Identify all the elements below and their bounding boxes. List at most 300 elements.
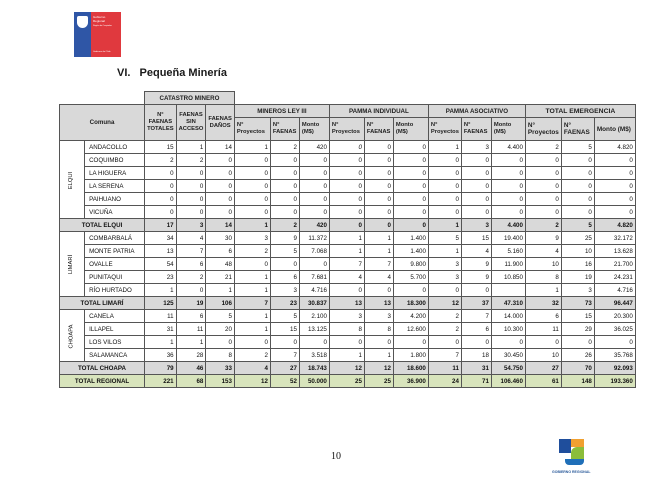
comuna-name: PUNITAQUI [85,271,145,284]
cell-value: 0 [393,206,428,219]
cell-value: 0 [329,180,364,193]
cell-value: 0 [525,206,561,219]
cell-value: 18.600 [393,362,428,375]
cell-value: 14.000 [491,310,525,323]
cell-value: 6 [176,258,206,271]
cell-value: 0 [393,154,428,167]
cell-value: 2 [525,219,561,232]
col-header-faenas-danos: FAENAS DAÑOS [206,105,235,141]
cell-value: 4 [461,245,491,258]
cell-value: 0 [393,336,428,349]
cell-value: 0 [525,180,561,193]
cell-value: 16 [561,258,594,271]
cell-value: 34 [145,232,177,245]
cell-value: 3 [461,141,491,154]
cell-value: 1 [329,232,364,245]
cell-value: 0 [206,167,235,180]
cell-value: 4 [525,245,561,258]
cell-value: 8 [525,271,561,284]
cell-value: 1 [428,219,461,232]
mining-table [59,91,636,388]
cell-value: 148 [561,375,594,388]
cell-value: 21.700 [594,258,635,271]
cell-value: 0 [206,193,235,206]
cell-value: 1 [329,349,364,362]
cell-value: 0 [270,167,299,180]
cell-value: 12 [428,297,461,310]
cell-value: 0 [428,206,461,219]
cell-value: 12 [234,375,270,388]
cell-value: 32 [525,297,561,310]
province-total-row [60,297,636,310]
col-header-faenas-sin-acceso: FAENAS SIN ACCESO [176,105,206,141]
cell-value: 0 [561,193,594,206]
cell-value: 54.750 [491,362,525,375]
cell-value: 1 [234,310,270,323]
cell-value: 6 [176,310,206,323]
cell-value: 26 [561,349,594,362]
section-title [117,67,227,79]
total-label: TOTAL ELQUI [60,219,145,232]
cell-value: 0 [176,167,206,180]
cell-value: 24 [428,375,461,388]
col-header-faenas-totales: N° FAENAS TOTALES [145,105,177,141]
cell-value: 0 [145,206,177,219]
comuna-name: VICUÑA [85,206,145,219]
group-header-pamma-individual: PAMMA INDIVIDUAL [329,105,428,118]
cell-value: 0 [234,336,270,349]
province-label [60,310,85,362]
group-header-pamma-asociativo: PAMMA ASOCIATIVO [428,105,525,118]
cell-value: 1 [364,232,393,245]
cell-value: 1 [234,271,270,284]
cell-value: 0 [428,180,461,193]
cell-value: 5 [428,232,461,245]
cell-value: 0 [234,193,270,206]
col-header-total-emerg-n-faenas: N° FAENAS [561,118,594,141]
page-number: 10 [331,451,341,462]
cell-value: 1 [176,141,206,154]
cell-value: 0 [234,206,270,219]
cell-value: 5 [270,310,299,323]
cell-value: 32.172 [594,232,635,245]
table-row [60,141,636,154]
cell-value: 2 [525,141,561,154]
logo-caption: GOBIERNO REGIONAL [552,470,591,474]
col-header-comuna: Comuna [60,105,145,141]
star-sky-icon [559,439,571,453]
province-name: CHOAPA [68,323,75,349]
cell-value: 13 [329,297,364,310]
group-header-total-emergencia: TOTAL EMERGENCIA [525,105,635,118]
table-row [60,284,636,297]
cell-value: 37 [461,297,491,310]
section-title-text: Pequeña Minería [139,67,227,79]
comuna-name: COMBARBALÁ [85,232,145,245]
cell-value: 0 [299,336,329,349]
cell-value: 71 [461,375,491,388]
cell-value: 3 [234,232,270,245]
cell-value: 0 [364,219,393,232]
cell-value [491,284,525,297]
cell-value: 10.850 [491,271,525,284]
cell-value: 0 [461,193,491,206]
cell-value: 0 [393,167,428,180]
cell-value: 1 [145,336,177,349]
cell-value: 5 [206,310,235,323]
cell-value: 0 [176,284,206,297]
cell-value: 15 [561,310,594,323]
cell-value: 193.360 [594,375,635,388]
cell-value: 0 [299,193,329,206]
cell-value: 6 [461,323,491,336]
comuna-name: OVALLE [85,258,145,271]
cell-value: 0 [364,167,393,180]
province-label [60,232,85,297]
cell-value: 0 [364,154,393,167]
cell-value: 27 [270,362,299,375]
comuna-name: MONTE PATRIA [85,245,145,258]
cell-value: 7 [428,349,461,362]
coat-of-arms-icon [77,16,88,28]
cell-value: 12.600 [393,323,428,336]
cell-value: 4.820 [594,219,635,232]
logo-line-1: Gobierno [93,15,106,19]
cell-value: 0 [393,193,428,206]
cell-value: 18.300 [393,297,428,310]
cell-value: 2 [428,310,461,323]
cell-value: 0 [299,167,329,180]
cell-value: 3 [364,310,393,323]
cell-value: 25 [364,375,393,388]
cell-value: 0 [561,167,594,180]
cell-value: 106.460 [491,375,525,388]
cell-value: 0 [364,180,393,193]
cell-value: 14 [206,219,235,232]
section-number: VI. [117,67,131,79]
cell-value: 68 [176,375,206,388]
cell-value: 125 [145,297,177,310]
cell-value: 11 [176,323,206,336]
cell-value: 23 [145,271,177,284]
cell-value: 7.681 [299,271,329,284]
table-row [60,193,636,206]
cell-value: 2 [270,141,299,154]
cell-value: 2 [145,154,177,167]
comuna-name: LOS VILOS [85,336,145,349]
cell-value: 0 [176,206,206,219]
cell-value: 47.310 [491,297,525,310]
cell-value: 7 [461,310,491,323]
table-row [60,323,636,336]
cell-value: 4.716 [299,284,329,297]
cell-value: 36 [145,349,177,362]
col-header-mineros-monto: Monto (M$) [299,118,329,141]
cell-value: 1 [428,141,461,154]
cell-value: 1 [234,219,270,232]
province-total-row [60,362,636,375]
cell-value: 29 [561,323,594,336]
cell-value: 2 [234,349,270,362]
cell-value: 2 [270,219,299,232]
cell-value: 0 [393,180,428,193]
cell-value: 0 [329,193,364,206]
cell-value: 36.025 [594,323,635,336]
cell-value: 23 [270,297,299,310]
cell-value: 0 [329,206,364,219]
group-header-catastro: CATASTRO MINERO [145,92,235,105]
table-row [60,232,636,245]
cell-value: 9 [461,271,491,284]
cell-value: 0 [525,336,561,349]
cell-value: 13 [364,297,393,310]
cell-value: 13.628 [594,245,635,258]
cell-value: 0 [491,336,525,349]
cell-value: 50.000 [299,375,329,388]
cell-value: 10 [525,258,561,271]
comuna-name: ANDACOLLO [85,141,145,154]
cell-value: 9 [461,258,491,271]
hills-icon [571,447,584,459]
cell-value: 0 [234,180,270,193]
cell-value: 2.100 [299,310,329,323]
cell-value: 3 [428,271,461,284]
table-row [60,271,636,284]
cell-value: 14 [206,141,235,154]
cell-value: 4.716 [594,284,635,297]
cell-value: 0 [270,258,299,271]
cell-value: 33 [206,362,235,375]
cell-value: 0 [461,167,491,180]
cell-value: 15 [270,323,299,336]
cell-value: 17 [145,219,177,232]
cell-value: 0 [461,206,491,219]
cell-value: 0 [461,180,491,193]
cell-value: 61 [525,375,561,388]
cell-value: 19 [176,297,206,310]
col-header-pamma-ind-monto: Monto (M$) [393,118,428,141]
cell-value: 8 [329,323,364,336]
cell-value: 0 [461,154,491,167]
cell-value: 106 [206,297,235,310]
cell-value: 0 [428,167,461,180]
gobierno-regional-logo [74,12,121,57]
col-header-pamma-asoc-n-faenas: N° FAENAS [461,118,491,141]
col-header-pamma-ind-n-faenas: N° FAENAS [364,118,393,141]
cell-value: 0 [364,336,393,349]
cell-value: 0 [491,167,525,180]
cell-value: 36.900 [393,375,428,388]
cell-value: 27 [525,362,561,375]
cell-value: 0 [206,336,235,349]
cell-value: 6 [206,245,235,258]
table-row [60,349,636,362]
cell-value: 4.820 [594,141,635,154]
cell-value: 0 [234,167,270,180]
cell-value: 0 [329,336,364,349]
cell-value: 11.900 [491,258,525,271]
cell-value: 9 [270,232,299,245]
province-name: LIMARÍ [68,254,75,275]
cell-value: 30 [206,232,235,245]
comuna-name: LA HIGUERA [85,167,145,180]
cell-value: 12 [364,362,393,375]
cell-value: 13 [145,245,177,258]
cell-value: 0 [234,154,270,167]
cell-value: 1.800 [393,349,428,362]
cell-value: 4.200 [393,310,428,323]
cell-value: 11 [525,323,561,336]
cell-value: 0 [270,206,299,219]
cell-value: 1 [206,284,235,297]
cell-value: 52 [270,375,299,388]
cell-value: 420 [299,141,329,154]
cell-value: 4 [234,362,270,375]
table-row [60,258,636,271]
cell-value: 3 [461,219,491,232]
cell-value: 0 [270,336,299,349]
cell-value: 79 [145,362,177,375]
regional-total-label: TOTAL REGIONAL [60,375,145,388]
table-row [60,180,636,193]
cell-value: 0 [428,154,461,167]
table-row [60,154,636,167]
cell-value: 0 [525,193,561,206]
cell-value: 0 [393,141,428,154]
cell-value: 0 [206,180,235,193]
province-label [60,141,85,219]
cell-value: 0 [561,154,594,167]
total-label: TOTAL CHOAPA [60,362,145,375]
cell-value: 9 [525,232,561,245]
cell-value: 0 [561,180,594,193]
cell-value: 18 [461,349,491,362]
cell-value: 5 [561,141,594,154]
cell-value: 8 [364,323,393,336]
cell-value: 0 [206,206,235,219]
cell-value: 12 [329,362,364,375]
cell-value: 1 [364,349,393,362]
cell-value: 10 [561,245,594,258]
cell-value: 1.400 [393,232,428,245]
cell-value: 24.231 [594,271,635,284]
cell-value: 0 [145,193,177,206]
comuna-name: SALAMANCA [85,349,145,362]
cell-value: 9.800 [393,258,428,271]
gobierno-regional-coquimbo-logo [559,439,584,467]
comuna-name: ILLAPEL [85,323,145,336]
col-header-pamma-asoc-monto: Monto (M$) [491,118,525,141]
cell-value: 3 [428,258,461,271]
cell-value: 1 [525,284,561,297]
cell-value: 0 [594,206,635,219]
cell-value: 0 [594,193,635,206]
cell-value: 0 [329,154,364,167]
table-row [60,206,636,219]
cell-value: 0 [428,193,461,206]
cell-value: 25 [561,232,594,245]
cell-value: 7 [364,258,393,271]
cell-value: 0 [428,336,461,349]
cell-value: 4 [329,271,364,284]
cell-value: 1.400 [393,245,428,258]
cell-value: 54 [145,258,177,271]
col-header-total-emerg-n-proyectos: N° Proyectos [525,118,561,141]
comuna-name: CANELA [85,310,145,323]
cell-value: 19.400 [491,232,525,245]
comuna-name: COQUIMBO [85,154,145,167]
cell-value: 4.400 [491,219,525,232]
cell-value: 15 [145,141,177,154]
logo-line-3: Región de Coquimbo [93,25,112,27]
cell-value: 20.300 [594,310,635,323]
cell-value: 221 [145,375,177,388]
col-header-mineros-n-faenas: N° FAENAS [270,118,299,141]
sea-icon [565,459,584,465]
cell-value: 0 [145,167,177,180]
col-header-pamma-ind-n-proyectos: N° Proyectos [329,118,364,141]
province-total-row [60,219,636,232]
cell-value: 0 [364,284,393,297]
cell-value: 0 [145,180,177,193]
cell-value: 8 [206,349,235,362]
cell-value: 30.837 [299,297,329,310]
cell-value: 21 [206,271,235,284]
cell-value: 4 [176,232,206,245]
cell-value: 1 [329,245,364,258]
cell-value: 420 [299,219,329,232]
cell-value: 0 [491,180,525,193]
cell-value: 5.700 [393,271,428,284]
cell-value: 30.450 [491,349,525,362]
cell-value: 0 [491,154,525,167]
cell-value: 0 [299,154,329,167]
cell-value: 48 [206,258,235,271]
cell-value: 0 [364,193,393,206]
province-name: ELQUI [68,171,75,189]
cell-value: 0 [594,180,635,193]
cell-value: 6 [270,271,299,284]
cell-value: 15 [461,232,491,245]
cell-value: 0 [594,167,635,180]
cell-value: 11 [428,362,461,375]
cell-value: 0 [299,258,329,271]
cell-value: 0 [561,206,594,219]
cell-value: 73 [561,297,594,310]
cell-value: 0 [428,284,461,297]
cell-value: 1 [428,245,461,258]
cell-value: 31 [145,323,177,336]
cell-value: 0 [176,193,206,206]
cell-value: 0 [364,206,393,219]
cell-value: 96.447 [594,297,635,310]
cell-value: 0 [270,154,299,167]
cell-value: 1 [176,336,206,349]
cell-value: 1 [234,284,270,297]
group-header-mineros: MINEROS LEY III [234,105,329,118]
cell-value: 7.068 [299,245,329,258]
cell-value: 0 [329,219,364,232]
cell-value: 0 [393,284,428,297]
total-label: TOTAL LIMARÍ [60,297,145,310]
cell-value: 1 [234,323,270,336]
cell-value: 92.093 [594,362,635,375]
col-header-pamma-asoc-n-proyectos: N° Proyectos [428,118,461,141]
cell-value: 3 [561,284,594,297]
cell-value: 1 [234,141,270,154]
cell-value: 25 [329,375,364,388]
comuna-name: LA SERENA [85,180,145,193]
